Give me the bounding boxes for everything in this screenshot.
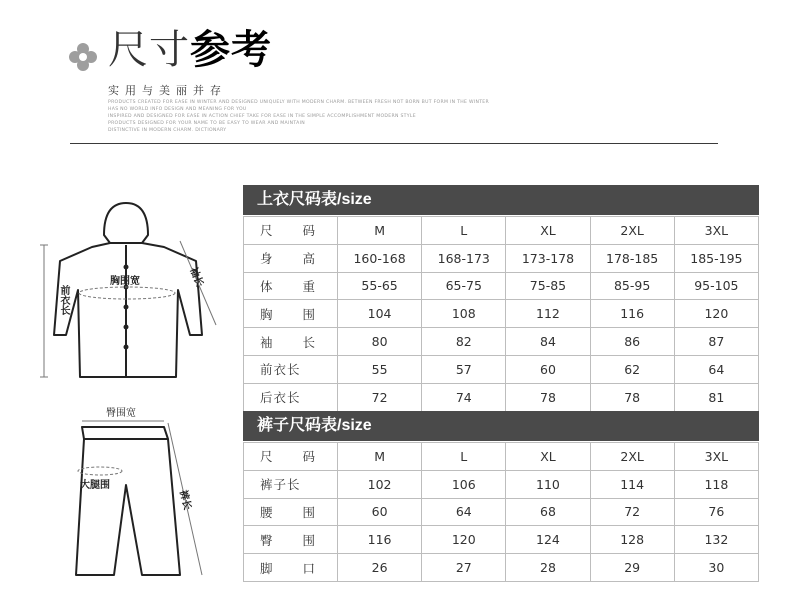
value-cell: 68 [506,498,590,526]
pants-size-table [243,442,759,582]
value-cell: 28 [506,554,590,582]
value-cell: 118 [674,470,758,498]
size-cell: 3XL [674,443,758,471]
value-cell: 104 [338,300,422,328]
table-row [244,383,759,411]
value-cell: 110 [506,470,590,498]
value-cell: 65-75 [422,272,506,300]
table-row [244,470,759,498]
table-row [244,328,759,356]
fine-print-line: PRODUCTS DESIGNED FOR YOUR NAME TO BE EASY TO WEAR AND MAINTAIN [108,121,305,126]
fine-print-line: HAS NO WORLD INFO DESIGN AND MEANING FOR YOU [108,107,247,112]
table-header-row [244,443,759,471]
row-label: 前衣长 [244,355,338,383]
pants-outline [76,427,180,575]
hip-width-label: 臀围宽 [106,408,136,419]
row-label: 裤子长 [244,470,338,498]
value-cell: 72 [338,383,422,411]
value-cell: 185-195 [674,244,758,272]
value-cell: 132 [674,526,758,554]
table-header-row [244,217,759,245]
table-row [244,526,759,554]
page-header [0,0,790,150]
garment-diagram [30,195,240,590]
row-label: 腰 围 [244,498,338,526]
value-cell: 112 [506,300,590,328]
value-cell: 57 [422,355,506,383]
value-cell: 26 [338,554,422,582]
value-cell: 106 [422,470,506,498]
value-cell: 76 [674,498,758,526]
value-cell: 60 [338,498,422,526]
fine-print-line: PRODUCTS CREATED FOR EASE IN WINTER AND DESIGNED UNIQUELY WITH MODERN CHARM. BETWEEN FRESH NOT BORN BUT FORM IN THE WINTER [108,100,490,105]
row-label: 后衣长 [244,383,338,411]
table-row [244,300,759,328]
value-cell: 82 [422,328,506,356]
value-cell: 60 [506,355,590,383]
value-cell: 55 [338,355,422,383]
chest-width-label: 胸围宽 [110,276,140,287]
value-cell: 75-85 [506,272,590,300]
top-size-table [243,216,759,412]
value-cell: 120 [674,300,758,328]
value-cell: 29 [590,554,674,582]
sleeve-length-label: 袖长 [187,266,205,289]
value-cell: 173-178 [506,244,590,272]
value-cell: 74 [422,383,506,411]
value-cell: 120 [422,526,506,554]
value-cell: 55-65 [338,272,422,300]
thigh-label: 大腿围 [80,480,110,491]
size-cell: 2XL [590,443,674,471]
size-cell: M [338,217,422,245]
value-cell: 128 [590,526,674,554]
title-bold: 参考 [190,27,272,73]
table-row [244,244,759,272]
header-divider [70,143,718,144]
size-cell: XL [506,443,590,471]
fine-print-line: DISTINCTIVE IN MODERN CHARM. DICTIONARY [108,128,227,133]
row-label: 身 高 [244,244,338,272]
value-cell: 85-95 [590,272,674,300]
value-cell: 30 [674,554,758,582]
value-cell: 64 [674,355,758,383]
pants-length-label: 裤长 [177,489,193,512]
value-cell: 81 [674,383,758,411]
table-row [244,272,759,300]
top-table-title: 上衣尺码表/size [243,185,759,215]
value-cell: 114 [590,470,674,498]
value-cell: 78 [506,383,590,411]
value-cell: 116 [338,526,422,554]
value-cell: 168-173 [422,244,506,272]
size-cell: L [422,443,506,471]
row-label: 体 重 [244,272,338,300]
value-cell: 78 [590,383,674,411]
title-light: 尺寸 [108,27,190,73]
value-cell: 62 [590,355,674,383]
value-cell: 64 [422,498,506,526]
value-cell: 160-168 [338,244,422,272]
row-label: 袖 长 [244,328,338,356]
size-cell: XL [506,217,590,245]
value-cell: 95-105 [674,272,758,300]
row-label: 胸 围 [244,300,338,328]
value-cell: 80 [338,328,422,356]
value-cell: 178-185 [590,244,674,272]
header-label-cell: 尺 码 [244,217,338,245]
jacket-body [54,243,202,377]
value-cell: 27 [422,554,506,582]
row-label: 脚 口 [244,554,338,582]
value-cell: 102 [338,470,422,498]
value-cell: 72 [590,498,674,526]
size-cell: M [338,443,422,471]
jacket-hood [104,203,148,243]
fine-print-line: INSPIRED AND DESIGNED FOR EASE IN ACTION CHIEF TAKE FOR EASE IN THE SIMPLE ACCOMPLISHMENT MODERN STYLE [108,114,416,119]
value-cell: 84 [506,328,590,356]
size-cell: 2XL [590,217,674,245]
table-row [244,554,759,582]
size-cell: L [422,217,506,245]
value-cell: 87 [674,328,758,356]
table-row [244,355,759,383]
row-label: 臀 围 [244,526,338,554]
header-label-cell: 尺 码 [244,443,338,471]
page-title [108,26,272,74]
value-cell: 86 [590,328,674,356]
front-length-label: 前衣长 [39,285,69,296]
clover-icon [66,40,100,74]
size-cell: 3XL [674,217,758,245]
table-row [244,498,759,526]
subtitle: 实用与美丽并存 [108,84,227,97]
value-cell: 116 [590,300,674,328]
value-cell: 124 [506,526,590,554]
value-cell: 108 [422,300,506,328]
pants-table-title: 裤子尺码表/size [243,411,759,441]
